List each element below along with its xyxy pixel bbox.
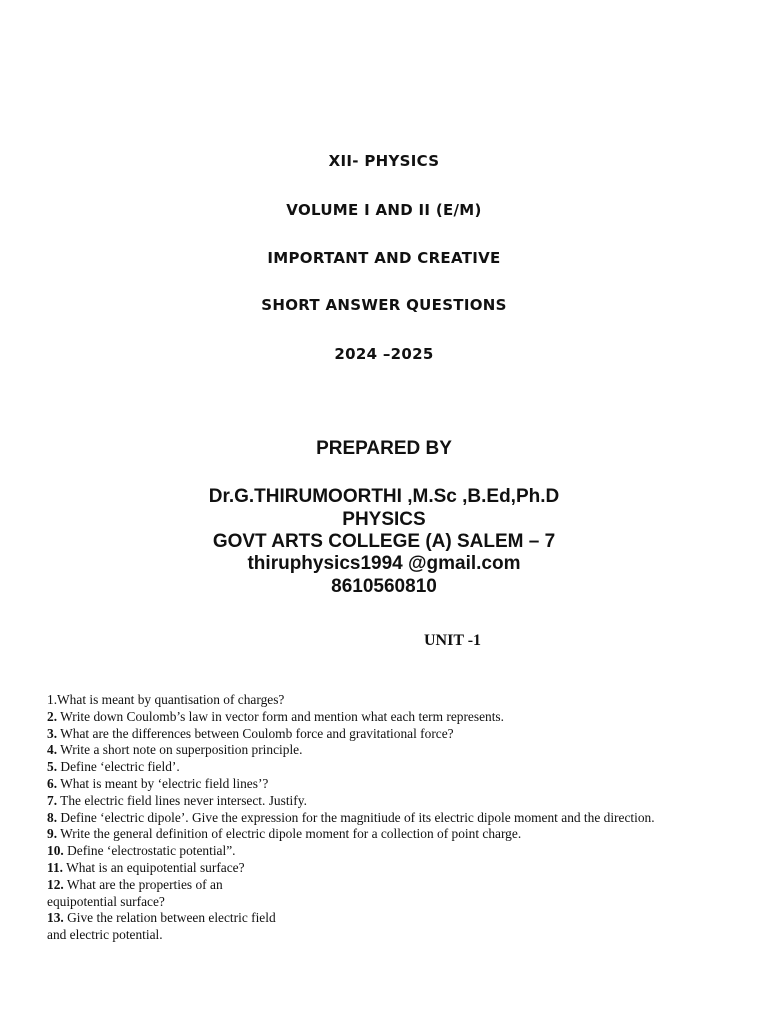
question-text: Give the relation between electric field — [63, 910, 276, 926]
question-number: 3. — [47, 725, 58, 741]
question-text: What is meant by quantisation of charges? — [57, 692, 285, 707]
author-department: PHYSICS — [342, 509, 426, 530]
question-text-continued: and electric potential. — [47, 927, 163, 943]
question-text: What are the properties of an — [63, 876, 223, 892]
question-item — [47, 692, 723, 709]
question-text: Define ‘electric field’. — [57, 759, 180, 775]
question-text: Write a short note on superposition principle. — [57, 742, 303, 758]
question-item — [47, 810, 723, 827]
volume-title: VOLUME I AND II (E/M) — [286, 201, 482, 219]
question-number: 12. — [47, 876, 64, 892]
question-number: 2. — [47, 708, 58, 724]
question-item — [47, 910, 723, 944]
unit-heading: UNIT -1 — [424, 632, 482, 649]
question-number: 1. — [47, 692, 58, 707]
academic-year: 2024 –2025 — [334, 345, 434, 363]
question-item — [47, 860, 723, 877]
question-text: What is an equipotential surface? — [63, 859, 245, 875]
question-text: Write down Coulomb’s law in vector form and mention what each term represents. — [57, 708, 504, 724]
question-number: 6. — [47, 775, 58, 791]
question-text: Write the general definition of electric dipole moment for a collection of point charge. — [57, 826, 522, 842]
author-phone: 8610560810 — [331, 576, 437, 597]
question-number: 13. — [47, 910, 64, 926]
question-number: 4. — [47, 742, 58, 758]
question-text: The electric field lines never intersect. Justify. — [57, 792, 307, 808]
question-text: Define ‘electric dipole’. Give the expression for the magnitiude of its electric dipole moment and the direction. — [57, 809, 655, 825]
question-number: 10. — [47, 843, 64, 859]
question-text-continued: equipotential surface? — [47, 893, 165, 909]
author-college: GOVT ARTS COLLEGE (A) SALEM – 7 — [212, 531, 556, 552]
question-item — [47, 742, 723, 759]
course-title: XII- PHYSICS — [328, 152, 440, 170]
subtitle-line-1: IMPORTANT AND CREATIVE — [267, 249, 501, 267]
author-email: thiruphysics1994 @gmail.com — [247, 553, 521, 574]
author-name: Dr.G.THIRUMOORTHI ,M.Sc ,B.Ed,Ph.D — [208, 486, 560, 507]
question-item — [47, 776, 723, 793]
question-item — [47, 793, 723, 810]
question-item — [47, 726, 723, 743]
question-list — [47, 692, 723, 944]
question-item — [47, 826, 723, 843]
question-number: 11. — [47, 859, 63, 875]
question-number: 7. — [47, 792, 58, 808]
prepared-by-label: PREPARED BY — [316, 438, 452, 459]
question-text: What is meant by ‘electric field lines’? — [57, 775, 269, 791]
question-item — [47, 843, 723, 860]
question-number: 8. — [47, 809, 58, 825]
question-number: 9. — [47, 826, 58, 842]
question-item — [47, 759, 723, 776]
question-text: What are the differences between Coulomb force and gravitational force? — [57, 725, 454, 741]
question-item — [47, 709, 723, 726]
question-item — [47, 877, 723, 911]
subtitle-line-2: SHORT ANSWER QUESTIONS — [261, 296, 507, 314]
question-number: 5. — [47, 759, 58, 775]
question-text: Define ‘electrostatic potential”. — [63, 843, 236, 859]
